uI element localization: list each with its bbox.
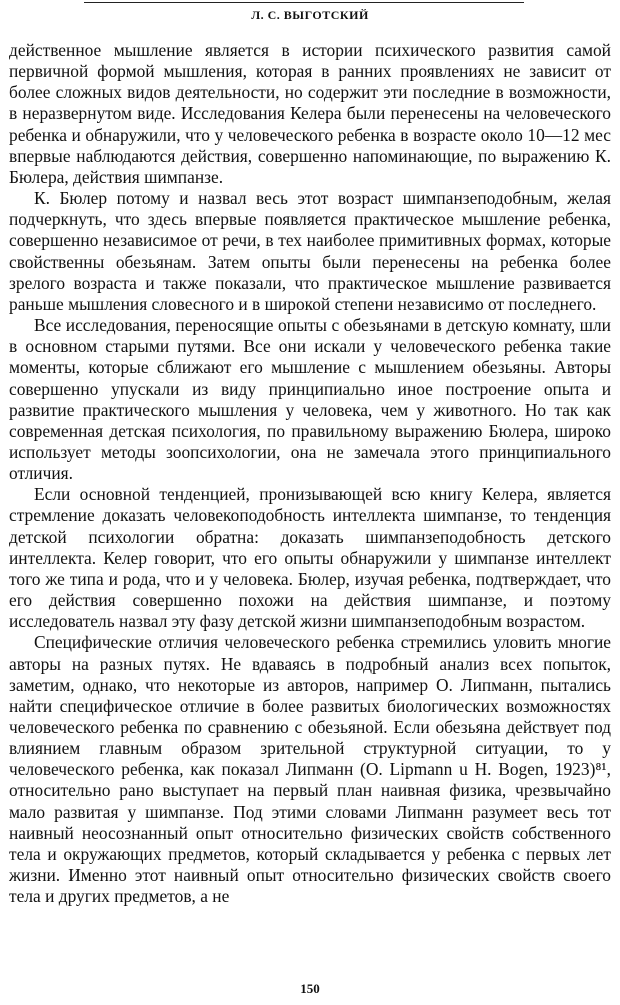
paragraph: Специфические отличия человеческого ребенка стремились уловить многие авторы на разных путях. Не вдаваясь в подробный анализ всех попыток, заметим, однако, что некоторые из авторов, например О. Липманн, пытались найти специфическое отличие в более развитых биологических возможностях человеческого ребенка по сравнению с обезьяной. Если обезьяна действует под влиянием главным образом зрительной структурной ситуации, то у человеческого ребенка, как показал Липманн (O. Lipmann u H. Bogen, 1923)⁸¹, относительно рано выступает на первый план наивная физика, чрезвычайно мало развитая у шимпанзе. Под этими словами Липманн разумеет весь тот наивный неосознанный опыт относительно физических свойств собственного тела и окружающих предметов, который складывается у ребенка с первых лет жизни. Именно этот наивный опыт относительно физических свойств своего тела и других предметов, а не bbox=[9, 632, 611, 907]
page-number: 150 bbox=[300, 981, 320, 996]
paragraph: Все исследования, переносящие опыты с обезьянами в детскую комнату, шли в основном старыми путями. Все они искали у человеческого ребенка такие моменты, которые сближают его мышление с мышлением обезьяны. Авторы совершенно упускали из виду принципиально иное построение опыта и развитие практического мышления у человека, чем у животного. Но так как современная детская психология, по правильному выражению Бюлера, широко использует методы зоопсихологии, она не замечала этого принципиального отличия. bbox=[9, 315, 611, 484]
body-text bbox=[9, 40, 611, 907]
paragraph: К. Бюлер потому и назвал весь этот возраст шимпанзеподобным, желая подчеркнуть, что здесь впервые появляется практическое мышление ребенка, совершенно независимое от речи, в тех наиболее примитивных формах, которые свойственны обезьянам. Затем опыты были перенесены на ребенка более зрелого возраста и также показали, что практическое мышление развивается раньше мышления словесного и в широкой степени независимо от последнего. bbox=[9, 188, 611, 314]
paragraph: действенное мышление является в истории психического развития самой первичной формой мышления, которая в ранних проявлениях не зависит от более сложных видов деятельности, но содержит эти последние в возможности, в неразвернутом виде. Исследования Келера были перенесены на человеческого ребенка и обнаружили, что у человеческого ребенка в возрасте около 10—12 мес впервые наблюдаются действия, совершенно напоминающие, по выражению К. Бюлера, действия шимпанзе. bbox=[9, 40, 611, 187]
paragraph: Если основной тенденцией, пронизывающей всю книгу Келера, является стремление доказать человекоподобность интеллекта шимпанзе, то тенденция детской психологии обратна: доказать шимпанзеподобность детского интеллекта. Келер говорит, что его опыты обнаружили у шимпанзе интеллект того же типа и рода, что и у человека. Бюлер, изучая ребенка, подтверждает, что его действия совершенно похожи на действия шимпанзе, и поэтому исследователь назвал эту фазу детской жизни шимпанзеподобным возрастом. bbox=[9, 484, 611, 632]
running-head: Л. С. ВЫГОТСКИЙ bbox=[251, 8, 369, 22]
header-rule bbox=[84, 2, 524, 3]
